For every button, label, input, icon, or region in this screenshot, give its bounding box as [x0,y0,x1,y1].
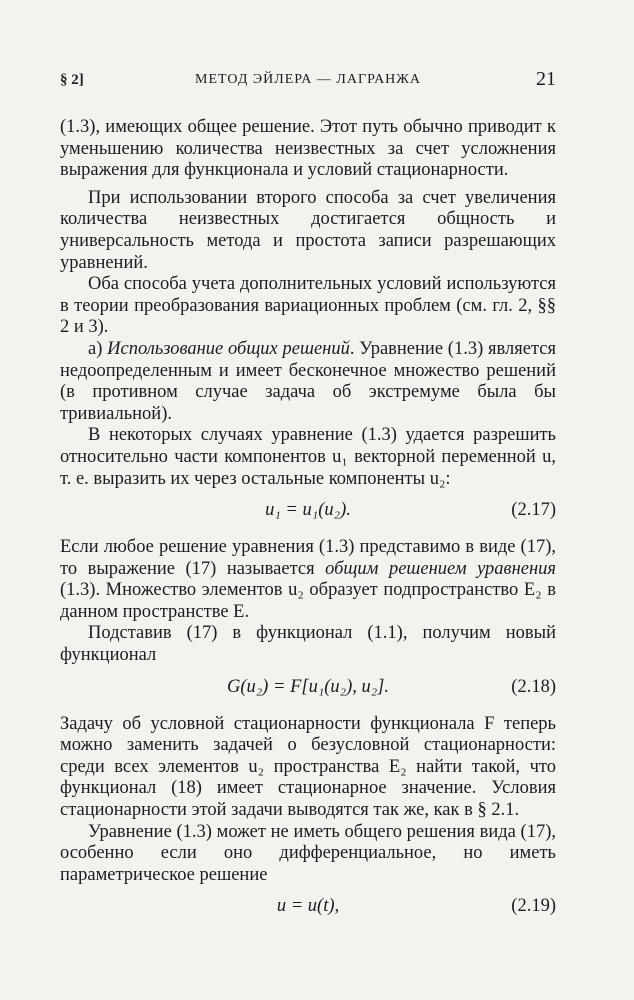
page-body [60,117,556,933]
paragraph-9: Уравнение (1.3) может не иметь общего решения вида (17), особенно если оно дифференциальное, но иметь параметрическое решение [60,821,556,885]
equation-formula: G(u₂) = F[u₁(u₂), u₂]. [226,676,390,697]
paragraph-7: Подставив (17) в функционал (1.1), получим новый функционал [60,623,556,666]
page-number: 21 [536,68,556,90]
paragraph-6-rest: (1.3). Множество элементов u₂ образует подпространство E₂ в данном пространстве E. [60,580,556,622]
paragraph-6-start: Если любое решение уравнения (1.3) представимо в виде (17), то выражение (17) называется [60,537,556,579]
paragraph-8: Задачу об условной стационарности функционала F теперь можно заменить задачей о безусловной стационарности: среди всех элементов u₂ пространства E₂ найти такой, что функционал (18) имеет стационарное значение. Условия стационарности этой задачи выводятся так же, как в § 2.1. [60,713,556,821]
paragraph-3: Оба способа учета дополнительных условий используются в теории преобразования вариационных проблем (см. гл. 2, §§ 2 и 3). [60,274,556,338]
equation-formula: u = u(t), [276,896,340,917]
paragraph-4-rest: . Уравнение (1.3) является недоопределенным и имеет бесконечное множество решений (в противном случае задача об экстремуме была бы тривиальной). [60,338,556,424]
equation-2-17 [60,492,556,534]
running-header [60,68,556,94]
paragraph-6 [60,537,556,623]
equation-2-18 [60,669,556,711]
equation-number: (2.17) [511,500,556,521]
paragraph-4-italic: Использование общих решений [107,338,350,359]
equation-formula: u₁ = u₁(u₂). [265,500,351,521]
equation-2-19 [60,888,556,930]
paragraph-6-italic: общим решением уравнения [325,558,557,579]
paragraph-2: При использовании второго способа за счет увеличения количества неизвестных достигается общность и универсальность метода и простота записи разрешающих уравнений. [60,187,556,273]
equation-number: (2.18) [511,676,556,697]
paragraph-5: В некоторых случаях уравнение (1.3) удается разрешить относительно части компонентов u₁ векторной переменной u, т. е. выразить их через остальные компоненты u₂: [60,425,556,489]
paragraph-4-start: а) [88,338,108,359]
paragraph-1: (1.3), имеющих общее решение. Этот путь обычно приводит к уменьшению количества неизвестных за счет усложнения выражения для функционала и условий стационарности. [60,117,556,181]
equation-number: (2.19) [511,896,556,917]
running-title: МЕТОД ЭЙЛЕРА — ЛАГРАНЖА [195,72,421,87]
section-marker: § 2] [60,72,84,88]
paragraph-4 [60,339,556,425]
